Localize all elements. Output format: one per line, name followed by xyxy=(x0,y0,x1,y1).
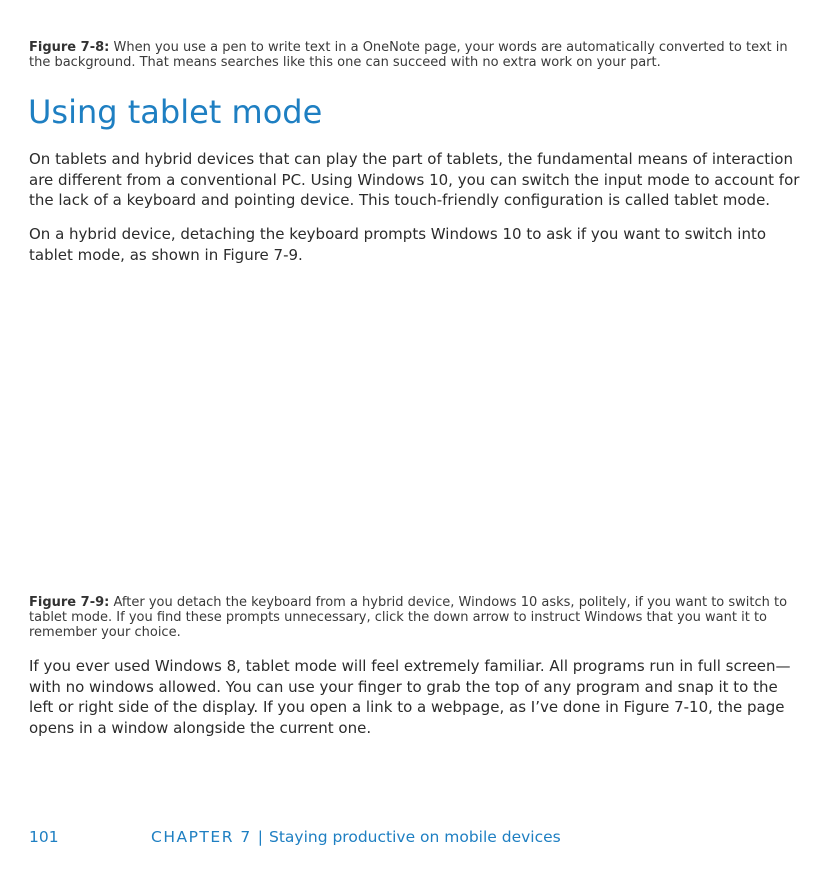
chapter-title: Staying productive on mobile devices xyxy=(268,828,561,846)
paragraph-windows-8: If you ever used Windows 8, tablet mode will feel extremely familiar. All programs run in full screen—with no windows allowed. You can use your finger to grab the top of any program and snap it to the left or right side of the display. If you open a link to a webpage, as I’ve done in Figure 7-10, the page opens in a window alongside the current one. xyxy=(29,657,791,737)
paragraph-hybrid-device: On a hybrid device, detaching the keyboard prompts Windows 10 to ask if you want to switch into tablet mode, as shown in Figure 7-9. xyxy=(29,225,767,264)
section-heading: Using tablet mode xyxy=(28,93,323,131)
figure-7-9-caption xyxy=(29,595,799,640)
footer-separator: | xyxy=(257,828,263,846)
chapter-label: CHAPTER 7 xyxy=(151,828,252,846)
figure-7-8-caption xyxy=(29,40,799,70)
paragraph-tablet-intro: On tablets and hybrid devices that can play the part of tablets, the fundamental means of interaction are different from a conventional PC. Using Windows 10, you can switch the input mode to account for the lack of a keyboard and pointing device. This touch-friendly configuration is called tablet mode. xyxy=(29,150,800,209)
page-number: 101 xyxy=(29,828,59,846)
figure-7-8-text: When you use a pen to write text in a OneNote page, your words are automatically converted to text in the background. That means searches like this one can succeed with no extra work on your part. xyxy=(29,40,788,70)
figure-7-8-label: Figure 7-8: xyxy=(29,40,110,55)
figure-7-9-label: Figure 7-9: xyxy=(29,595,110,610)
figure-7-9-text: After you detach the keyboard from a hybrid device, Windows 10 asks, politely, if you want to switch to tablet mode. If you find these prompts unnecessary, click the down arrow to instruct Windows that you want it to remember your choice. xyxy=(29,595,788,640)
running-header xyxy=(151,826,561,848)
